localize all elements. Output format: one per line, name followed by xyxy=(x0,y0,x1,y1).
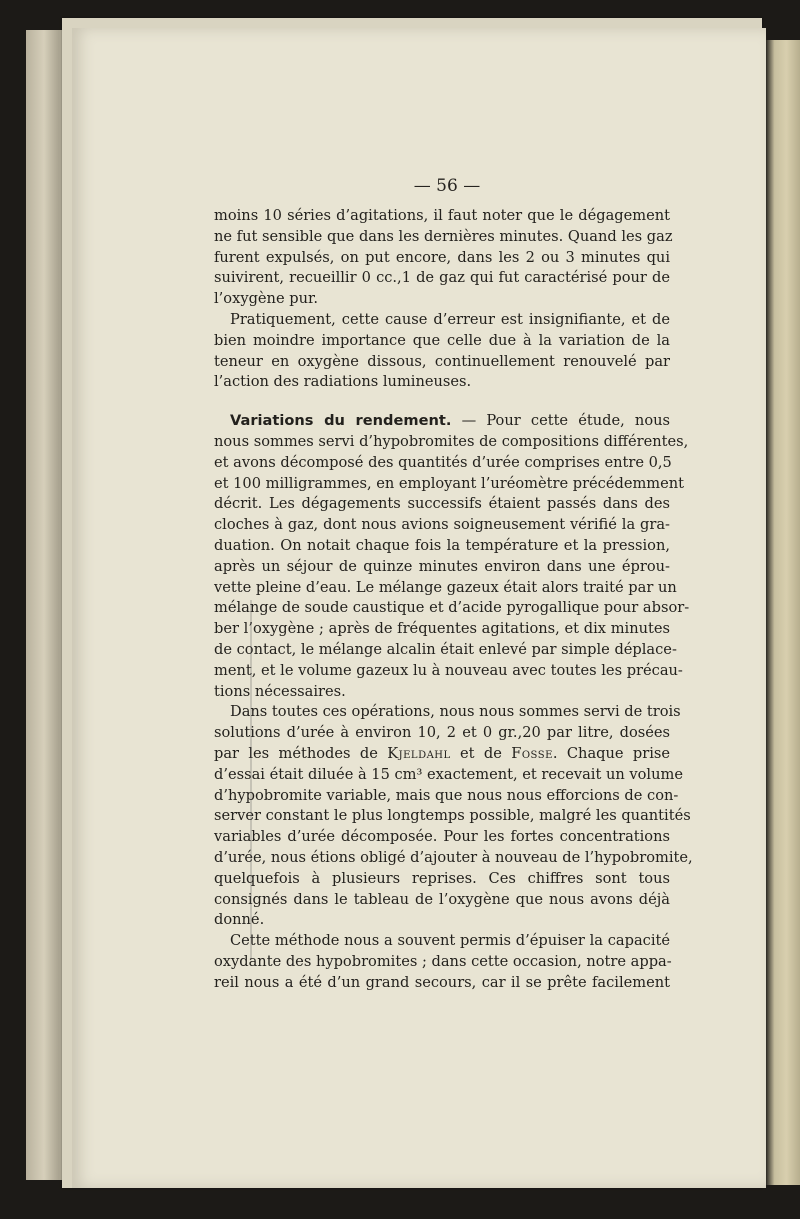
text-span: furent expulsés, on put encore, dans les 2 ou 3 minutes qui xyxy=(214,248,670,266)
text-line xyxy=(214,640,677,661)
text-line xyxy=(214,536,670,557)
text-span: server constant le plus longtemps possible, malgré les quantités xyxy=(214,807,691,825)
text-line xyxy=(214,702,681,723)
text-line xyxy=(214,848,693,869)
text-span: teneur en oxygène dissous, continuellement renouvelé par xyxy=(214,352,670,370)
text-line xyxy=(214,973,670,994)
text-line xyxy=(214,453,670,474)
text-span: Cette méthode nous a souvent permis d’épuiser la capacité xyxy=(230,932,670,950)
text-span: décrit. Les dégagements successifs étaient passés dans des xyxy=(214,495,670,513)
text-line xyxy=(214,432,689,453)
text-span: tions nécessaires. xyxy=(214,682,346,700)
text-line xyxy=(214,890,670,911)
text-span: moins 10 séries d’agitations, il faut noter que le dégagement xyxy=(214,207,670,224)
text-line xyxy=(214,206,670,227)
text-span: nous sommes servi d’hypobromites de compositions différentes, xyxy=(214,432,689,450)
text-span: bien moindre importance que celle due à la variation de la xyxy=(214,331,670,349)
text-line xyxy=(214,723,670,744)
text-line xyxy=(214,744,670,765)
text-line xyxy=(214,952,670,973)
text-span: vette pleine d’eau. Le mélange gazeux était alors traité par un xyxy=(214,578,677,596)
text-line xyxy=(214,931,670,952)
text-line xyxy=(214,411,670,432)
text-span: Dans toutes ces opérations, nous nous sommes servi de trois xyxy=(230,703,681,721)
text-line xyxy=(214,372,670,393)
text-span: l’action des radiations lumineuses. xyxy=(214,373,472,391)
text-span: suivirent, recueillir 0 cc.,1 de gaz qui fut caractérisé pour de xyxy=(214,269,670,287)
text-span: et avons décomposé des quantités d’urée comprises entre 0,5 xyxy=(214,453,672,471)
text-line xyxy=(214,598,690,619)
text-span: et 100 milligrammes, en employant l’uréomètre précédemment xyxy=(214,474,685,492)
text-span: Kjeldahl xyxy=(387,744,451,762)
text-line xyxy=(214,310,670,331)
text-line xyxy=(214,227,673,248)
text-span: . Chaque prise xyxy=(552,744,670,762)
text-span: Pratiquement, cette cause d’erreur est insignifiante, et de xyxy=(230,310,670,328)
text-span: après un séjour de quinze minutes environ dans une éprou- xyxy=(214,557,670,575)
text-line xyxy=(214,910,670,931)
text-span: quelquefois à plusieurs reprises. Ces chiffres sont tous xyxy=(214,869,670,887)
text-span: donné. xyxy=(214,911,265,929)
text-line xyxy=(214,661,683,682)
text-line xyxy=(214,806,691,827)
body-text xyxy=(214,206,693,993)
text-line xyxy=(214,352,670,373)
text-span: variables d’urée décomposée. Pour les fortes concentrations xyxy=(214,828,670,846)
text-line xyxy=(214,786,679,807)
text-span: ber l’oxygène ; après de fréquentes agitations, et dix minutes xyxy=(214,620,670,638)
text-span: Fosse xyxy=(511,744,553,762)
text-line xyxy=(214,268,670,289)
section-heading: Variations du rendement. xyxy=(230,412,452,430)
text-line xyxy=(214,682,670,703)
text-span: cloches à gaz, dont nous avions soigneusement vérifié la gra- xyxy=(214,516,670,534)
text-line xyxy=(214,869,670,890)
margin-mark xyxy=(250,600,252,960)
text-line xyxy=(214,248,670,269)
text-span: d’essai était diluée à 15 cm³ exactement, et recevait un volume xyxy=(214,765,683,783)
facing-page-edge xyxy=(766,40,800,1185)
text-line xyxy=(214,474,685,495)
text-span: consignés dans le tableau de l’oxygène que nous avons déjà xyxy=(214,890,670,908)
text-span: ne fut sensible que dans les dernières minutes. Quand les gaz xyxy=(214,227,673,245)
text-span: d’hypobromite variable, mais que nous nous efforcions de con- xyxy=(214,786,679,804)
text-line xyxy=(214,578,677,599)
text-line xyxy=(214,765,683,786)
text-span: — Pour cette étude, nous xyxy=(451,412,671,430)
text-span: d’urée, nous étions obligé d’ajouter à nouveau de l’hypobromite, xyxy=(214,848,693,866)
text-line xyxy=(214,331,670,352)
text-line xyxy=(214,557,670,578)
text-line xyxy=(214,494,670,515)
text-span: duation. On notait chaque fois la température et la pression, xyxy=(214,536,670,554)
text-span: l’oxygène pur. xyxy=(214,290,318,308)
text-span: et de xyxy=(450,744,512,762)
text-span: reil nous a été d’un grand secours, car il se prête facilement xyxy=(214,973,670,991)
text-line xyxy=(214,827,670,848)
text-span: mélange de soude caustique et d’acide pyrogallique pour absor- xyxy=(214,599,690,617)
text-line xyxy=(214,619,670,640)
page-number: — 56 — xyxy=(413,176,481,196)
text-span: par les méthodes de xyxy=(214,744,388,762)
text-span: oxydante des hypobromites ; dans cette occasion, notre appa- xyxy=(214,952,672,970)
text-span: solutions d’urée à environ 10, 2 et 0 gr.,20 par litre, dosées xyxy=(214,724,670,742)
text-line xyxy=(214,515,670,536)
text-span: ment, et le volume gazeux lu à nouveau avec toutes les précau- xyxy=(214,661,683,679)
text-line xyxy=(214,289,670,310)
text-span: de contact, le mélange alcalin était enlevé par simple déplace- xyxy=(214,640,677,658)
